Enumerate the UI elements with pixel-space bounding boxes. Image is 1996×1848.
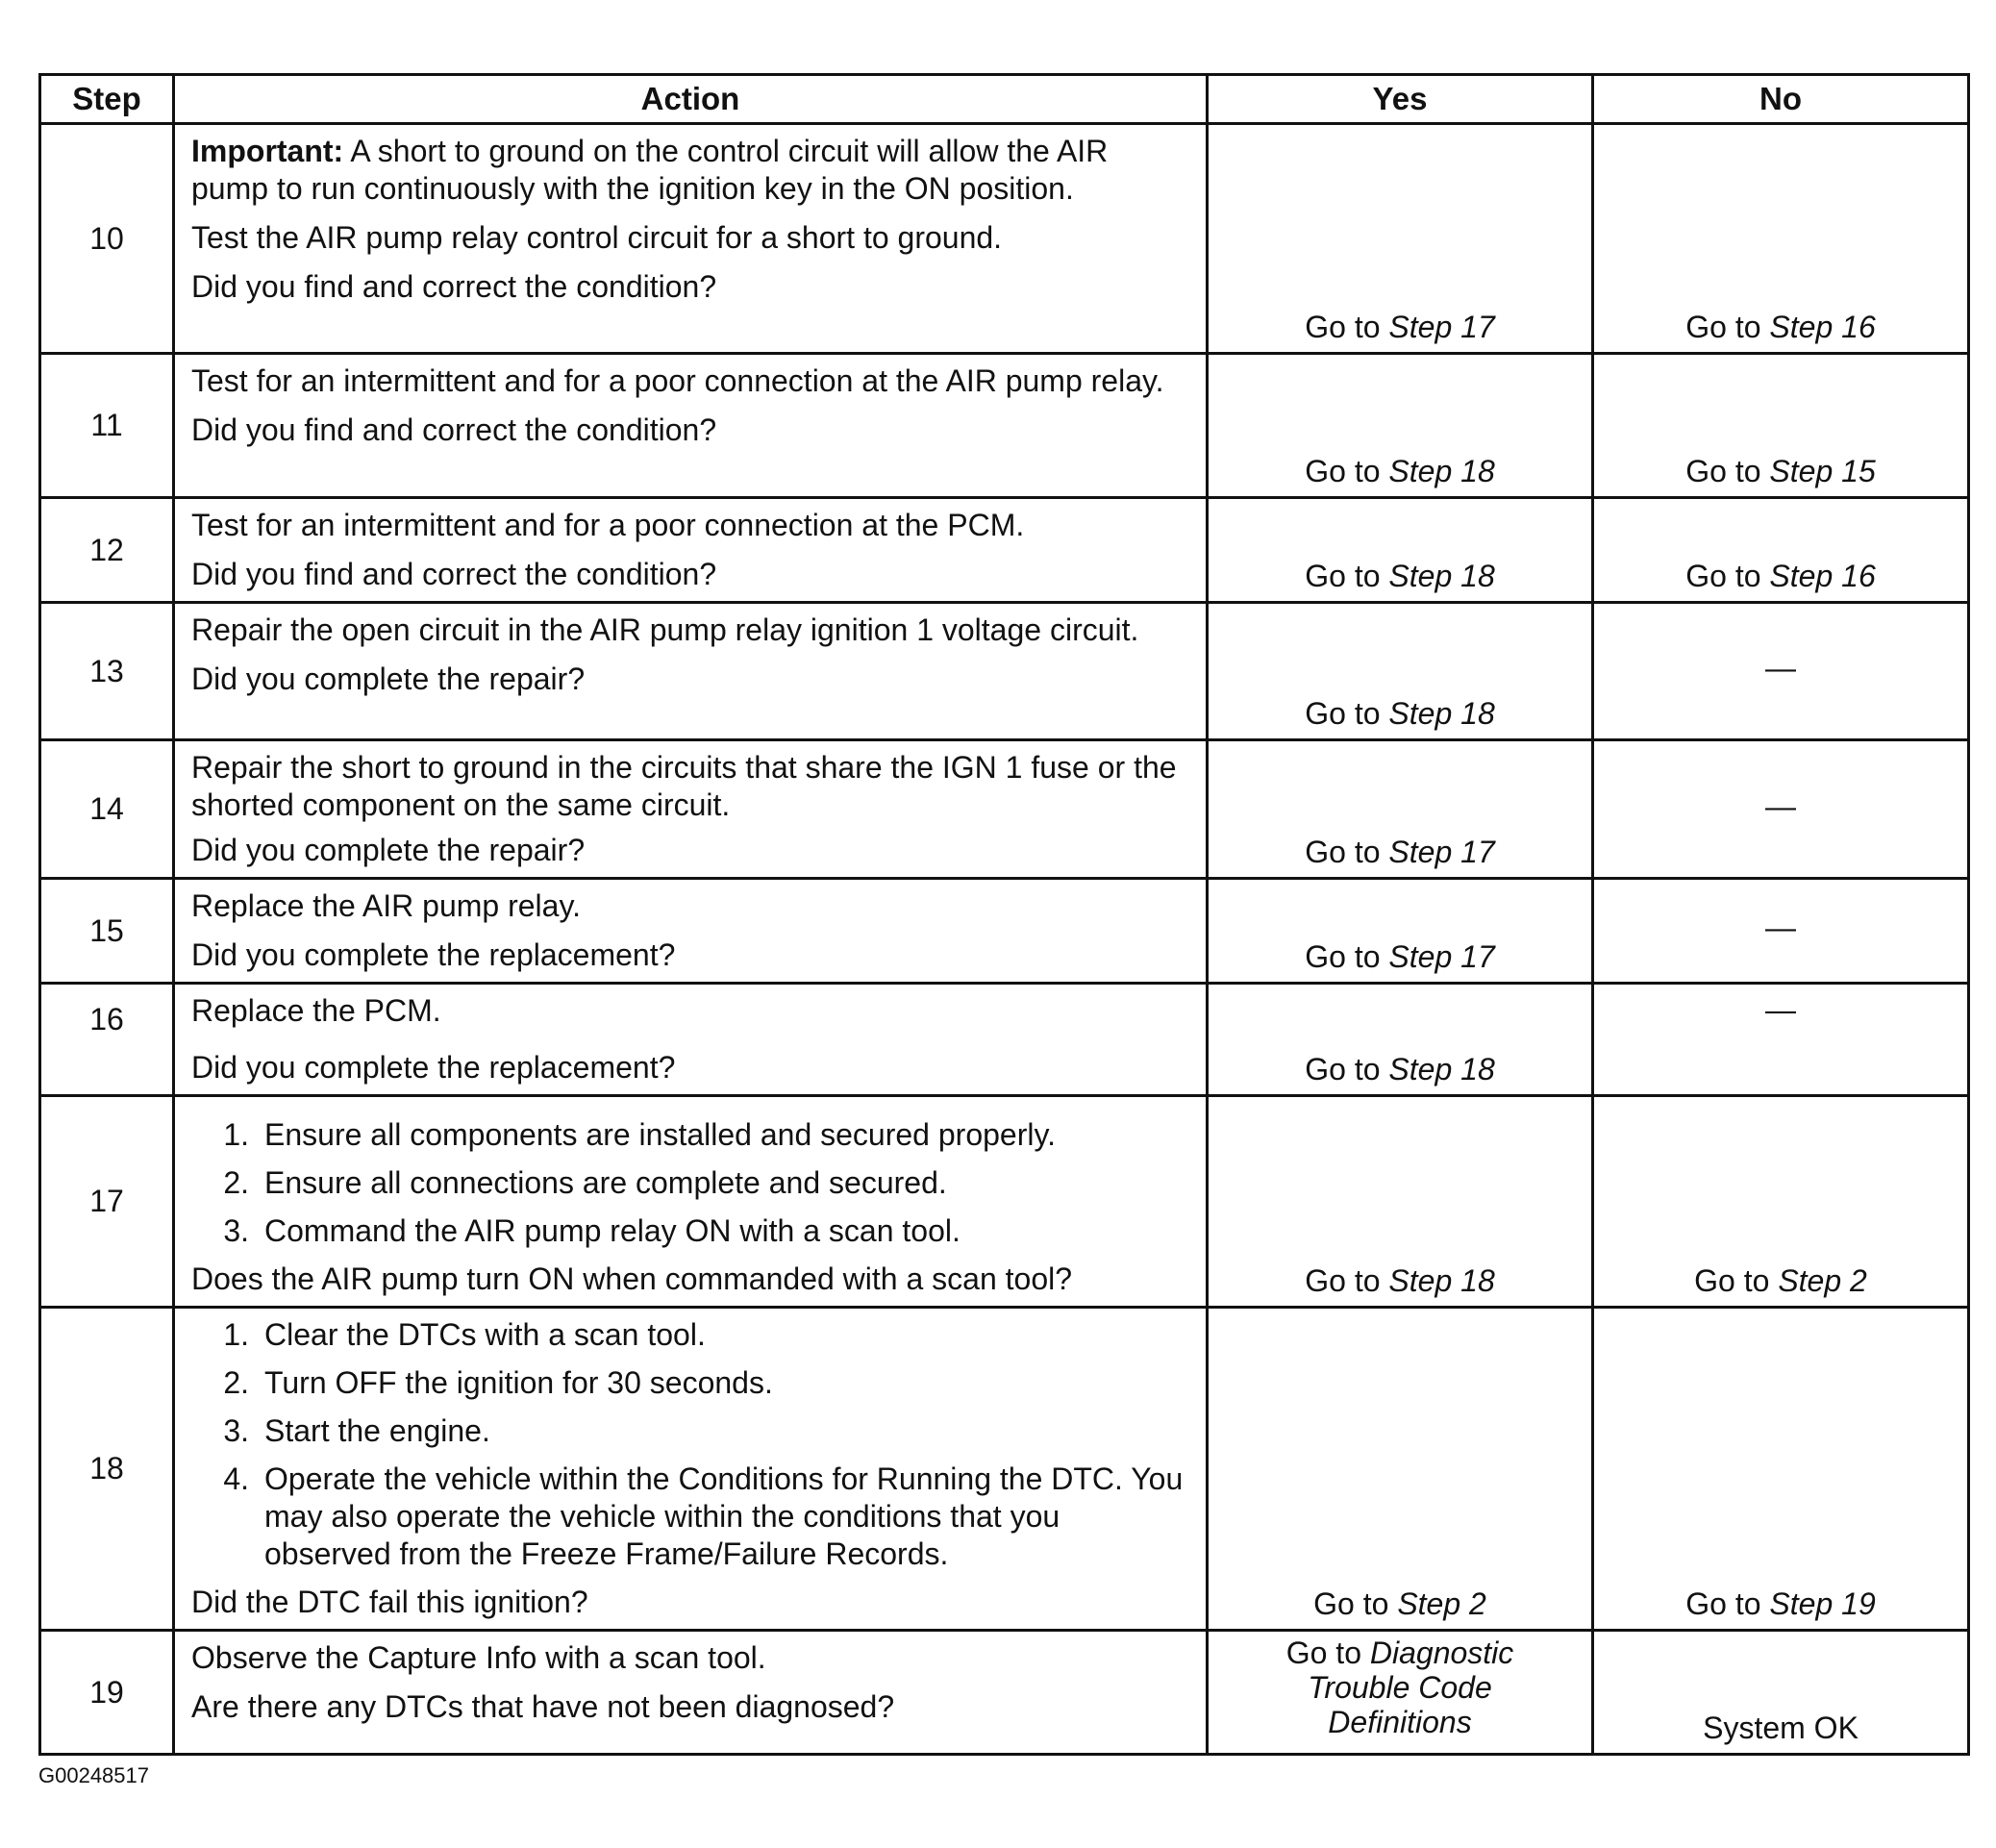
step-link-word: Step [1388,454,1453,488]
list-number: 4. [223,1461,249,1496]
step-link-number: 18 [1460,454,1495,488]
list-item [191,1116,1190,1154]
goto-text: Go to [1685,454,1761,488]
yes-goto[interactable] [1209,558,1591,595]
no-goto[interactable] [1594,1262,1967,1300]
step-link-word: Step [1388,310,1453,344]
no-cell [1593,498,1969,603]
no-cell [1593,879,1969,984]
goto-text: Go to [1305,454,1381,488]
list-item [191,1412,1190,1450]
no-cell [1593,124,1969,354]
yes-cell [1208,603,1593,740]
table-row-step-11 [40,354,1969,498]
goto-text: Go to [1313,1586,1389,1621]
step-link-number: 2 [1850,1263,1867,1298]
goto-text: Go to [1305,310,1381,344]
goto-text: Go to [1305,696,1381,731]
step-link-word: Step [1769,1586,1834,1621]
no-cell [1593,1096,1969,1308]
step-link-word: Step [1388,939,1453,974]
yes-goto[interactable] [1209,938,1591,976]
important-label: Important: [191,134,344,168]
goto-text: Go to [1685,1586,1761,1621]
step-number: 10 [40,124,174,354]
list-number: 1. [223,1317,249,1352]
table-row-step-10 [40,124,1969,354]
yes-goto[interactable] [1209,1586,1591,1623]
question-text: Did you find and correct the condition? [191,269,717,304]
table-row-step-16 [40,984,1969,1096]
action-cell [174,740,1208,879]
header-yes: Yes [1208,75,1593,124]
yes-goto[interactable] [1209,695,1591,733]
yes-cell [1208,1096,1593,1308]
list-number: 3. [223,1213,249,1248]
table-row-step-12 [40,498,1969,603]
system-ok-text: System OK [1703,1711,1859,1745]
question-text: Did the DTC fail this ignition? [191,1585,588,1619]
goto-text: Go to [1305,559,1381,593]
list-number: 2. [223,1165,249,1200]
no-cell [1593,1631,1969,1755]
header-action: Action [174,75,1208,124]
list-text: Turn OFF the ignition for 30 seconds. [264,1365,773,1400]
step-number: 18 [40,1308,174,1631]
step-link-word: Step [1388,1263,1453,1298]
question-text: Are there any DTCs that have not been diagnosed? [191,1689,895,1724]
action-cell [174,1096,1208,1308]
question-text: Did you complete the repair? [191,662,586,696]
table-row-step-15 [40,879,1969,984]
step-number: 16 [40,984,174,1096]
no-goto[interactable] [1594,558,1967,595]
goto-text: Go to [1305,939,1381,974]
no-cell [1593,740,1969,879]
important-note [191,133,1190,208]
question-text: Did you find and correct the condition? [191,412,717,447]
table-row-step-17 [40,1096,1969,1308]
list-text: Clear the DTCs with a scan tool. [264,1317,706,1352]
list-item [191,1461,1190,1573]
important-text: A short to ground on the control circuit will allow the AIR pump to run continuously with the ignition key in the ON position. [191,134,1109,206]
action-cell [174,354,1208,498]
list-number: 3. [223,1413,249,1448]
list-text: Operate the vehicle within the Conditions for Running the DTC. You may also operate the vehicle within the conditions that you observed from the Freeze Frame/Failure Records. [264,1461,1184,1571]
yes-cell [1208,354,1593,498]
list-number: 2. [223,1365,249,1400]
no-dash: — [1765,788,1796,824]
goto-text: Go to [1685,310,1761,344]
no-dash: — [1765,650,1796,686]
list-text: Ensure all connections are complete and secured. [264,1165,947,1200]
step-link-number: 2 [1469,1586,1486,1621]
list-text: Command the AIR pump relay ON with a scan tool. [264,1213,961,1248]
step-link-word: Step [1388,559,1453,593]
no-cell [1593,984,1969,1096]
list-number: 1. [223,1117,249,1152]
dtc-definitions-link: Diagnostic Trouble Code Definitions [1308,1636,1514,1739]
no-goto[interactable] [1594,453,1967,490]
yes-goto[interactable] [1209,1636,1591,1739]
list-item [191,1364,1190,1402]
instruction-text: Repair the open circuit in the AIR pump relay ignition 1 voltage circuit. [191,612,1139,647]
question-text: Did you find and correct the condition? [191,557,717,591]
step-link-word: Step [1388,835,1453,869]
list-item [191,1212,1190,1250]
goto-text: Go to [1694,1263,1770,1298]
yes-goto[interactable] [1209,1262,1591,1300]
yes-goto[interactable] [1209,309,1591,346]
yes-cell [1208,1308,1593,1631]
step-link-number: 19 [1841,1586,1876,1621]
step-link-number: 18 [1460,559,1495,593]
instruction-text: Test for an intermittent and for a poor connection at the AIR pump relay. [191,363,1164,398]
step-link-number: 15 [1841,454,1876,488]
no-goto[interactable] [1594,1586,1967,1623]
step-link-word: Step [1388,1052,1453,1086]
no-dash: — [1765,992,1796,1027]
step-number: 19 [40,1631,174,1755]
goto-text: Go to [1685,559,1761,593]
list-item [191,1164,1190,1202]
table-row-step-13 [40,603,1969,740]
yes-goto[interactable] [1209,1051,1591,1088]
step-number: 13 [40,603,174,740]
question-text: Did you complete the replacement? [191,1050,676,1085]
step-link-number: 17 [1460,310,1495,344]
goto-text: Go to [1305,1052,1381,1086]
step-link-word: Step [1397,1586,1461,1621]
no-goto[interactable] [1594,309,1967,346]
step-link-number: 17 [1460,835,1495,869]
no-dash: — [1765,910,1796,945]
table-row-step-14 [40,740,1969,879]
table-row-step-18 [40,1308,1969,1631]
yes-cell [1208,984,1593,1096]
step-link-number: 18 [1460,696,1495,731]
action-cell [174,603,1208,740]
question-text: Did you complete the replacement? [191,937,676,972]
table-row-step-19 [40,1631,1969,1755]
instruction-text: Test for an intermittent and for a poor connection at the PCM. [191,508,1025,542]
list-item [191,1316,1190,1354]
instruction-text: Replace the PCM. [191,993,441,1028]
goto-text: Go to [1305,1263,1381,1298]
header-no: No [1593,75,1969,124]
step-number: 12 [40,498,174,603]
diagnostic-table [38,73,1970,1756]
list-text: Ensure all components are installed and secured properly. [264,1117,1056,1152]
question-text: Did you complete the repair? [191,833,586,867]
table-header-row [40,75,1969,124]
step-number: 14 [40,740,174,879]
action-cell [174,1308,1208,1631]
action-cell [174,1631,1208,1755]
list-text: Start the engine. [264,1413,490,1448]
step-number: 17 [40,1096,174,1308]
step-number: 11 [40,354,174,498]
action-cell [174,984,1208,1096]
step-link-number: 17 [1460,939,1495,974]
step-link-number: 16 [1841,310,1876,344]
goto-text: Go to [1285,1636,1361,1670]
action-cell [174,124,1208,354]
step-link-word: Step [1769,310,1834,344]
yes-cell [1208,124,1593,354]
step-link-word: Step [1388,696,1453,731]
yes-cell [1208,740,1593,879]
yes-cell [1208,498,1593,603]
yes-goto[interactable] [1209,834,1591,871]
step-number: 15 [40,879,174,984]
header-step: Step [40,75,174,124]
yes-cell [1208,1631,1593,1755]
step-link-number: 18 [1460,1052,1495,1086]
yes-cell [1208,879,1593,984]
yes-goto[interactable] [1209,453,1591,490]
question-text: Does the AIR pump turn ON when commanded with a scan tool? [191,1261,1073,1296]
instruction-text: Test the AIR pump relay control circuit for a short to ground. [191,220,1003,255]
instruction-text: Repair the short to ground in the circuits that share the IGN 1 fuse or the shorted component on the same circuit. [191,750,1177,822]
figure-id: G00248517 [38,1763,149,1787]
no-cell [1593,354,1969,498]
action-cell [174,498,1208,603]
instruction-text: Observe the Capture Info with a scan tool. [191,1640,766,1675]
action-cell [174,879,1208,984]
step-link-word: Step [1778,1263,1842,1298]
step-link-number: 18 [1460,1263,1495,1298]
step-link-word: Step [1769,559,1834,593]
instruction-text: Replace the AIR pump relay. [191,888,581,923]
no-cell [1593,1308,1969,1631]
no-cell [1593,603,1969,740]
step-link-number: 16 [1841,559,1876,593]
step-link-word: Step [1769,454,1834,488]
goto-text: Go to [1305,835,1381,869]
